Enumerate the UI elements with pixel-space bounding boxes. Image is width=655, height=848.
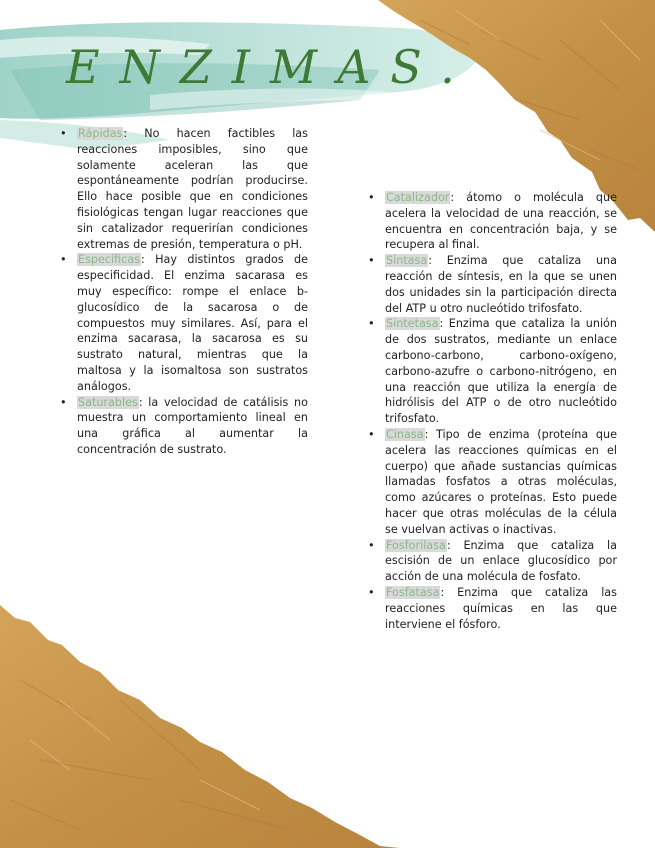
page-title: ENZIMAS. [66,40,475,94]
list-item [60,252,308,394]
term-definition: : Tipo de enzima (proteína que acelera las reacciones químicas en el cuerpo) que añade sustancias químicas llamadas fosfatos a otras moléculas, como azúcares o proteínas. Esto puede hacer que otras moléculas de la célula se vuelvan activas o inactivas. [385,427,617,536]
term-label: Fosforilasa [386,538,446,552]
list-item [368,585,617,632]
list-item [60,395,308,458]
term-label: Cinasa [386,427,424,441]
term-definition: : Hay distintos grados de especificidad. El enzima sacarasa es muy específico: rompe el enlace b-glucosídico de la sacarosa o de compuestos muy similares. Así, para el enzima sacarasa, la sacarosa es su sustrato natural, mientras que la maltosa y la isomaltosa son sustratos análogos. [77,253,308,393]
term-definition: : Enzima que cataliza las reacciones químicas en las que interviene el fósforo. [385,585,617,631]
bullet-icon: • [368,191,375,204]
bullet-icon: • [60,127,67,140]
term-label: Fosfatasa [386,585,440,599]
term-definition: : Enzima que cataliza la escisión de un enlace glucosídico por acción de una molécula de fosfato. [385,538,617,584]
term-label: Específicas [78,253,141,267]
list-item [368,427,617,538]
list-item [368,316,617,427]
list-item [368,190,617,253]
bullet-icon: • [60,395,67,409]
term-label: Saturables [78,395,138,409]
term-label: Sintasa [386,254,428,268]
bullet-icon: • [368,427,375,441]
term-definition: : Enzima que cataliza la unión de dos sustratos, mediante un enlace carbono-carbono, carbono-oxígeno, carbono-azufre o carbono-nitrógeno, en una reacción que utiliza la energía de hidrólisis del ATP o de otro nucleótido trifosfato. [385,317,617,426]
bullet-icon: • [60,253,67,267]
term-definition: : átomo o molécula que acelera la velocidad de una reacción, se encuentra en concentración baja, y se recupera al final. [385,191,617,252]
term-definition: : Enzima que cataliza una reacción de síntesis, en la que se unen dos unidades sin la participación directa del ATP u otro nucleótido trifosfato. [385,254,617,315]
list-item [60,126,308,252]
term-definition: : No hacen factibles las reacciones imposibles, sino que solamente aceleran las que espontáneamente podrían producirse. Ello hace posible que en condiciones fisiológicas tengan lugar reacciones que sin catalizador requerirían condiciones extremas de presión, temperatura o pH. [77,127,308,251]
term-label: Catalizador [386,191,450,204]
right-column-list [368,190,617,632]
bullet-icon: • [368,317,375,331]
bullet-icon: • [368,254,375,268]
list-item [368,538,617,585]
term-label: Sintetasa [386,317,439,331]
term-definition: : la velocidad de catálisis no muestra un comportamiento lineal en una gráfica al aumentar la concentración de sustrato. [77,395,308,456]
left-column-list [60,126,308,458]
term-label: Rápidas [78,127,123,140]
paper-bottom-left [0,605,400,848]
bullet-icon: • [368,585,375,599]
list-item [368,253,617,316]
bullet-icon: • [368,538,375,552]
